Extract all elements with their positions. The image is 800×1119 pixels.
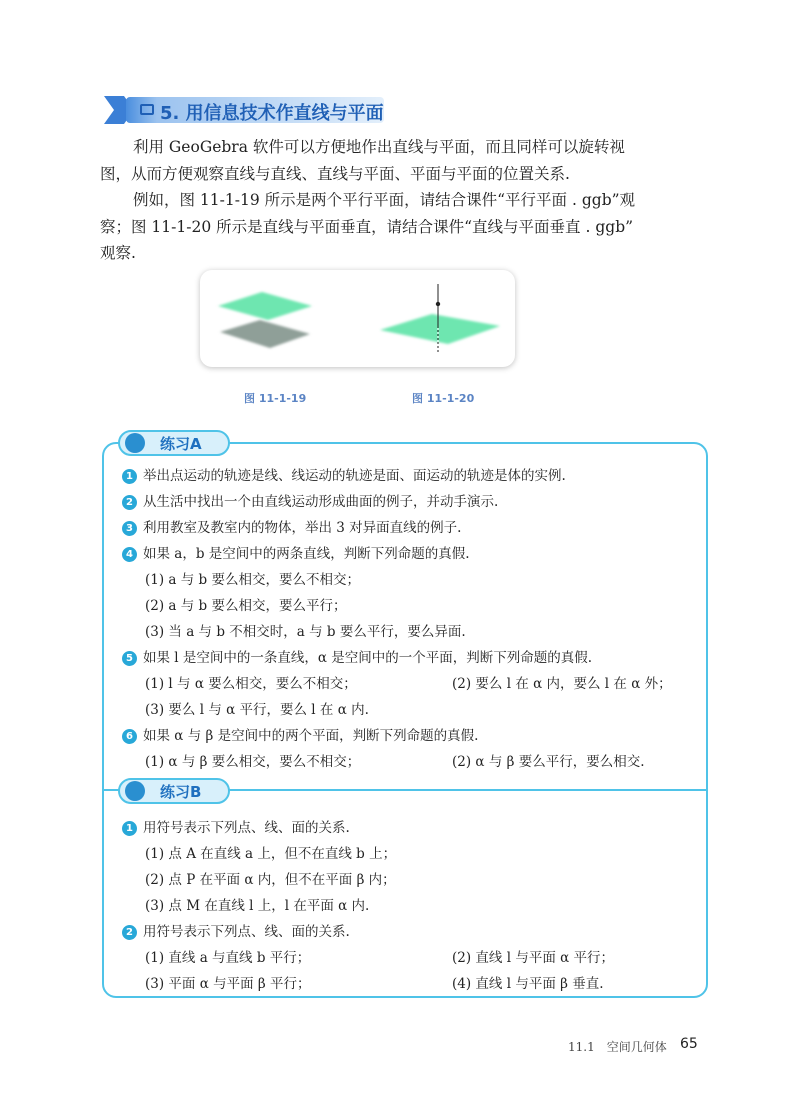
b-q1-sub-1: (1) 点 A 在直线 a 上，但不在直线 b 上； (145, 846, 397, 862)
intro-line-2: 图，从而方便观察直线与直线、直线与平面、平面与平面的位置关系. (100, 165, 570, 183)
exercise-b-label: 练习B (160, 783, 202, 801)
figure-illustration (200, 270, 515, 367)
perpendicular-line-figure (380, 284, 500, 354)
q4-sub-3: (3) 当 a 与 b 不相交时，a 与 b 要么平行，要么异面. (145, 624, 466, 640)
q4-sub-2: (2) a 与 b 要么相交，要么平行； (145, 598, 347, 614)
section-title: 5. 用信息技术作直线与平面 (160, 103, 384, 124)
q6-sub-2: (2) α 与 β 要么平行，要么相交. (452, 754, 645, 770)
exercise-a-item-6: 6 如果 α 与 β 是空间中的两个平面，判断下列命题的真假. (122, 726, 478, 746)
intro-line-3: 例如，图 11-1-19 所示是两个平行平面，请结合课件“平行平面 . ggb”观 (133, 191, 636, 209)
b-q2-sub-3: (3) 平面 α 与平面 β 平行； (145, 976, 311, 992)
parallel-planes-figure (218, 292, 312, 348)
intro-line-1: 利用 GeoGebra 软件可以方便地作出直线与平面，而且同样可以旋转视 (133, 138, 625, 156)
exercise-b-item-1: 1 用符号表示下列点、线、面的关系. (122, 818, 350, 838)
exercise-a-item-3: 3 利用教室及教室内的物体，举出 3 对异面直线的例子. (122, 518, 461, 538)
b-q2-sub-2: (2) 直线 l 与平面 α 平行； (452, 950, 615, 966)
figure-caption-1: 图 11-1-19 (244, 392, 307, 405)
q5-sub-2: (2) 要么 l 在 α 内，要么 l 在 α 外； (452, 676, 672, 692)
q4-sub-1: (1) a 与 b 要么相交，要么不相交； (145, 572, 360, 588)
intro-line-5: 观察. (100, 244, 136, 262)
plane (380, 314, 500, 344)
exercise-a-label: 练习A (160, 435, 202, 453)
q5-sub-3: (3) 要么 l 与 α 平行，要么 l 在 α 内. (145, 702, 369, 718)
page-number: 65 (680, 1036, 698, 1052)
exercise-a-item-2: 2 从生活中找出一个由直线运动形成曲面的例子，并动手演示. (122, 492, 498, 512)
figure-caption-2: 图 11-1-20 (412, 392, 475, 405)
b-q1-sub-3: (3) 点 M 在直线 l 上，l 在平面 α 内. (145, 898, 370, 914)
q6-sub-1: (1) α 与 β 要么相交，要么不相交； (145, 754, 361, 770)
upper-plane (218, 292, 312, 320)
exercise-a-item-1: 1 举出点运动的轨迹是线、线运动的轨迹是面、面运动的轨迹是体的实例. (122, 466, 566, 486)
pencil-icon (125, 781, 145, 801)
intro-line-4: 察；图 11-1-20 所示是直线与平面垂直，请结合课件“直线与平面垂直 . ggb” (100, 218, 634, 236)
lower-plane (220, 320, 310, 348)
pencil-icon (125, 433, 145, 453)
b-q2-sub-1: (1) 直线 a 与直线 b 平行； (145, 950, 311, 966)
exercise-b-item-2: 2 用符号表示下列点、线、面的关系. (122, 922, 350, 942)
exercise-a-item-5: 5 如果 l 是空间中的一条直线，α 是空间中的一个平面，判断下列命题的真假. (122, 648, 592, 668)
b-q2-sub-4: (4) 直线 l 与平面 β 垂直. (452, 976, 604, 992)
q5-sub-1: (1) l 与 α 要么相交，要么不相交； (145, 676, 357, 692)
b-q1-sub-2: (2) 点 P 在平面 α 内，但不在平面 β 内； (145, 872, 396, 888)
line-point (436, 302, 440, 306)
exercise-a-item-4: 4 如果 a，b 是空间中的两条直线，判断下列命题的真假. (122, 544, 470, 564)
footer-section: 11.1 空间几何体 (568, 1040, 667, 1054)
monitor-icon (140, 104, 154, 115)
